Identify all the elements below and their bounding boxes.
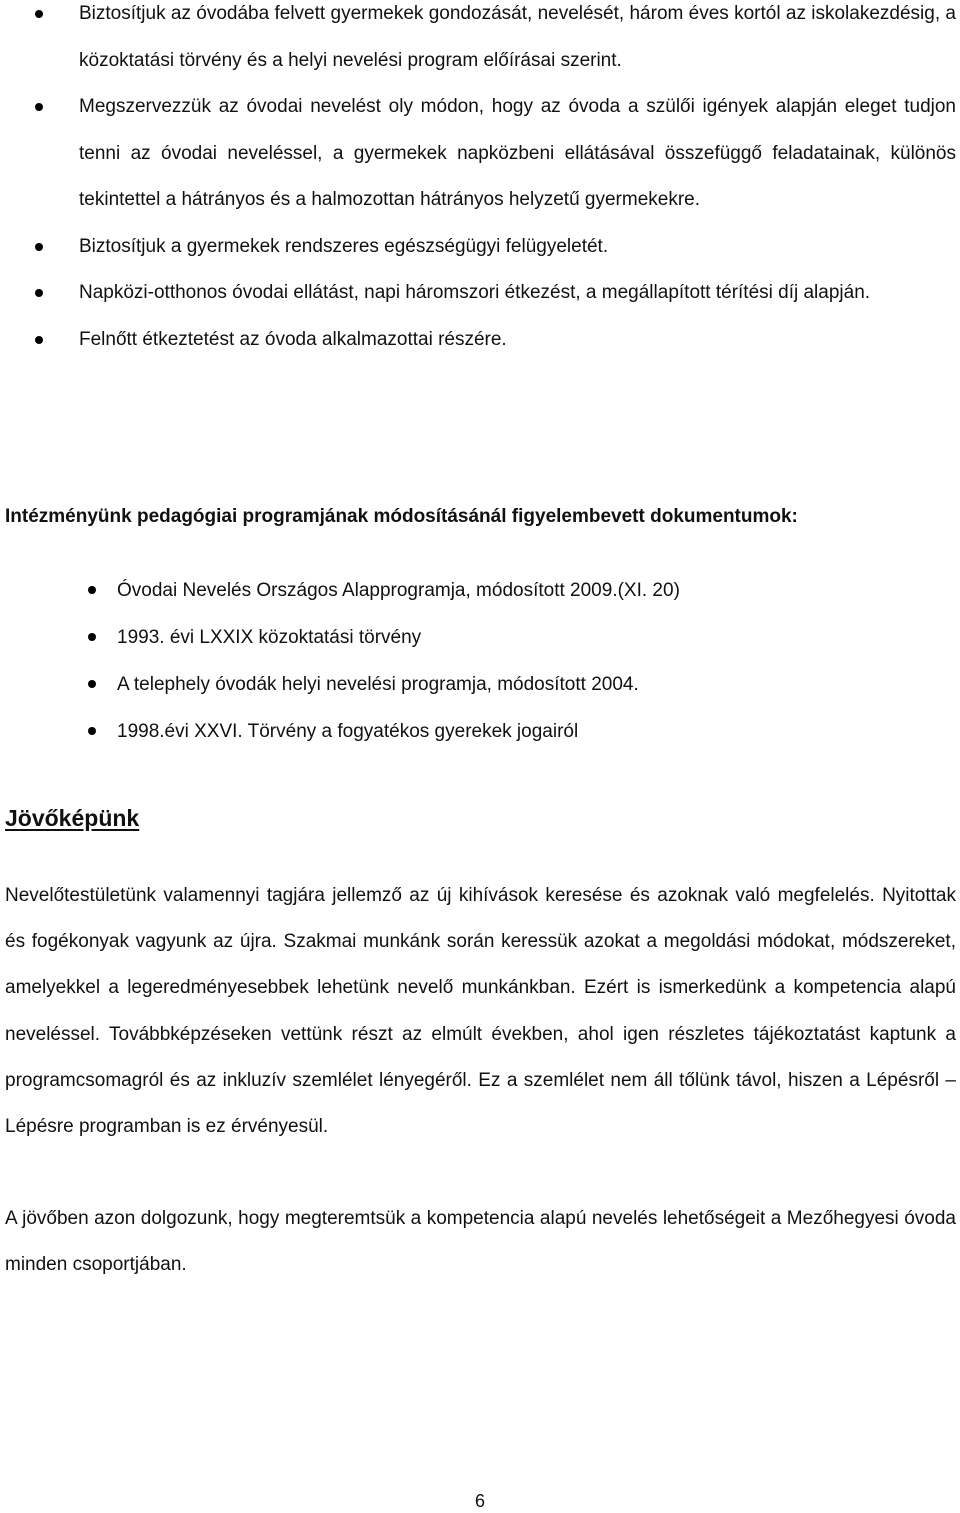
list-item-text: Megszervezzük az óvodai nevelést oly módon, hogy az óvoda a szülői igények alapján eleget tudjon tenni az óvodai neveléssel, a gyermekek napközbeni ellátásával összefüggő feladatainak, különös tekintettel a hátrányos és a halmozottan hátrányos helyzetű gyermekekre. bbox=[79, 96, 956, 210]
list-item bbox=[79, 317, 956, 364]
list-item-text: Óvodai Nevelés Országos Alapprogramja, módosított 2009.(XI. 20) bbox=[117, 580, 680, 601]
bullet-icon bbox=[35, 336, 43, 344]
list-item bbox=[117, 661, 937, 708]
list-item bbox=[79, 224, 956, 271]
vision-heading: Jövőképünk bbox=[5, 805, 140, 831]
list-item-text: 1993. évi LXXIX közoktatási törvény bbox=[117, 627, 422, 648]
list-item bbox=[117, 614, 937, 661]
bullet-icon bbox=[88, 680, 96, 688]
list-item bbox=[79, 270, 956, 317]
bullet-icon bbox=[35, 103, 43, 111]
list-item-text: Biztosítjuk az óvodába felvett gyermekek gondozását, nevelését, három éves kortól az iskolakezdésig, a közoktatási törvény és a helyi nevelési program előírásai szerint. bbox=[79, 3, 956, 71]
bullet-icon bbox=[88, 727, 96, 735]
vision-paragraph: A jövőben azon dolgozunk, hogy megteremtsük a kompetencia alapú nevelés lehetőségeit a Mezőhegyesi óvoda minden csoportjában. bbox=[5, 1208, 956, 1276]
list-item bbox=[117, 567, 937, 614]
bullet-icon bbox=[88, 586, 96, 594]
list-item-text: Napközi-otthonos óvodai ellátást, napi háromszori étkezést, a megállapított térítési díj alapján. bbox=[79, 282, 871, 303]
page-number: 6 bbox=[474, 1491, 485, 1511]
vision-paragraph: Nevelőtestületünk valamennyi tagjára jellemző az új kihívások keresése és azoknak való megfelelés. Nyitottak és fogékonyak vagyunk az újra. Szakmai munkánk során keressük azokat a megoldási módokat, módszereket, amelyekkel a legeredményesebbek lehetünk nevelő munkánkban. Ezért is ismerkedünk a kompetencia alapú neveléssel. Továbbképzéseken vettünk részt az elmúlt években, ahol igen részletes tájékoztatást kaptunk a programcsomagról és az inkluzív szemlélet lényegéről. Ez a szemlélet nem áll tőlünk távol, hiszen a Lépésről – Lépésre programban is ez érvényesül. bbox=[5, 885, 956, 1138]
list-item-text: Felnőtt étkeztetést az óvoda alkalmazottai részére. bbox=[79, 328, 507, 350]
bullet-icon bbox=[35, 243, 43, 251]
list-item bbox=[117, 708, 937, 755]
documents-bullet-list bbox=[117, 567, 937, 755]
list-item bbox=[79, 84, 956, 224]
list-item-text: A telephely óvodák helyi nevelési programja, módosított 2004. bbox=[117, 674, 639, 695]
bullet-icon bbox=[88, 633, 96, 641]
list-item-text: 1998.évi XXVI. Törvény a fogyatékos gyerekek jogairól bbox=[117, 721, 579, 742]
services-bullet-list bbox=[79, 0, 956, 363]
bullet-icon bbox=[35, 289, 43, 297]
documents-heading: Intézményünk pedagógiai programjának módosításánál figyelembevett dokumentumok: bbox=[5, 506, 798, 527]
list-item-text: Biztosítjuk a gyermekek rendszeres egészségügyi felügyeletét. bbox=[79, 235, 609, 257]
list-item bbox=[79, 0, 956, 84]
bullet-icon bbox=[35, 10, 43, 18]
